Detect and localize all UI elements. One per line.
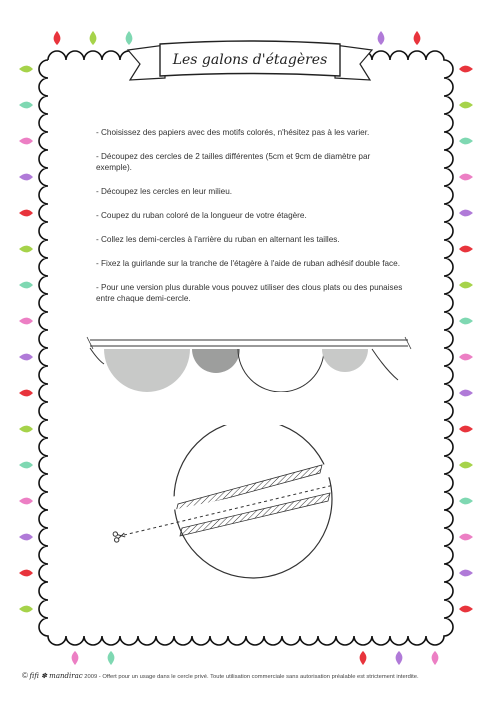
copyright-symbol: ©: [22, 671, 28, 680]
decorative-drop: [19, 282, 33, 289]
decorative-drop: [360, 651, 367, 665]
instruction-step-3: - Découpez les cercles en leur milieu.: [96, 187, 233, 196]
decorative-drop: [19, 426, 33, 433]
footer: [22, 671, 482, 680]
decorative-drop: [19, 462, 33, 469]
instruction-step-1: - Choisissez des papiers avec des motifs colorés, n'hésitez pas à les varier.: [96, 128, 370, 137]
decorative-drop: [459, 102, 473, 109]
decorative-drop: [19, 534, 33, 541]
decorative-drop: [459, 210, 473, 217]
decorative-drop: [19, 318, 33, 325]
instruction-step-6: - Fixez la guirlande sur la tranche de l'étagère à l'aide de ruban adhésif double face.: [96, 259, 400, 268]
decorative-drop: [459, 354, 473, 361]
ribbon-tick-right: [405, 337, 411, 349]
instructions-list: [96, 127, 406, 317]
decorative-drop: [108, 651, 115, 665]
scissors-icon: [113, 530, 126, 543]
decorative-drop: [459, 390, 473, 397]
instruction-step-7: - Pour une version plus durable vous pouvez utiliser des clous plats ou des punaises entre chaque demi-cercle.: [96, 283, 403, 303]
decorative-drop: [19, 390, 33, 397]
page-title: Les galons d'étagères: [172, 52, 328, 68]
decorative-drop: [54, 31, 61, 45]
ribbon-tick-left: [87, 337, 93, 349]
instruction-step-4: - Coupez du ruban coloré de la longueur de votre étagère.: [96, 211, 307, 220]
semi-circle-large-outline: [238, 349, 324, 392]
decorative-drop: [459, 282, 473, 289]
decorative-drop: [459, 174, 473, 181]
decorative-drop: [72, 651, 79, 665]
decorative-drop: [19, 246, 33, 253]
decorative-drop: [19, 606, 33, 613]
decorative-drop: [19, 174, 33, 181]
decorative-drop: [432, 651, 439, 665]
semi-circle-edge-left: [90, 348, 104, 364]
decorative-drop: [19, 210, 33, 217]
decorative-drop: [459, 426, 473, 433]
decorative-drop: [414, 31, 421, 45]
cutting-diagram: [110, 425, 340, 585]
instruction-step-2: - Découpez des cercles de 2 tailles différentes (5cm et 9cm de diamètre par exemple).: [96, 152, 371, 172]
garland-illustration: [84, 332, 414, 392]
decorative-drop: [459, 66, 473, 73]
decorative-drop: [459, 138, 473, 145]
decorative-drop: [19, 138, 33, 145]
decorative-drop: [19, 570, 33, 577]
decorative-drop: [459, 606, 473, 613]
brand-logo: fifi ✽ mandirac: [29, 672, 83, 680]
decorative-drop: [19, 102, 33, 109]
decorative-drop: [459, 462, 473, 469]
semi-circle-edge-right: [372, 349, 398, 380]
decorative-drop: [459, 498, 473, 505]
semi-circle-large-gray: [104, 349, 190, 392]
footer-year: 2009 -: [84, 674, 101, 680]
decorative-drop: [378, 31, 385, 45]
footer-notice: Offert pour un usage dans le cercle privé. Toute utilisation commerciale sans autorisation préalable est strictement interdite.: [102, 674, 419, 680]
decorative-drop: [459, 318, 473, 325]
decorative-drop: [459, 246, 473, 253]
decorative-drop: [396, 651, 403, 665]
decorative-drop: [19, 66, 33, 73]
decorative-drop: [459, 534, 473, 541]
instruction-step-5: - Collez les demi-cercles à l'arrière du ruban en alternant les tailles.: [96, 235, 340, 244]
semi-circle-small-dark: [192, 349, 240, 373]
semi-circle-small-gray: [322, 349, 368, 372]
decorative-drop: [459, 570, 473, 577]
decorative-drop: [19, 498, 33, 505]
decorative-drop: [90, 31, 97, 45]
decorative-drop: [126, 31, 133, 45]
decorative-drop: [19, 354, 33, 361]
